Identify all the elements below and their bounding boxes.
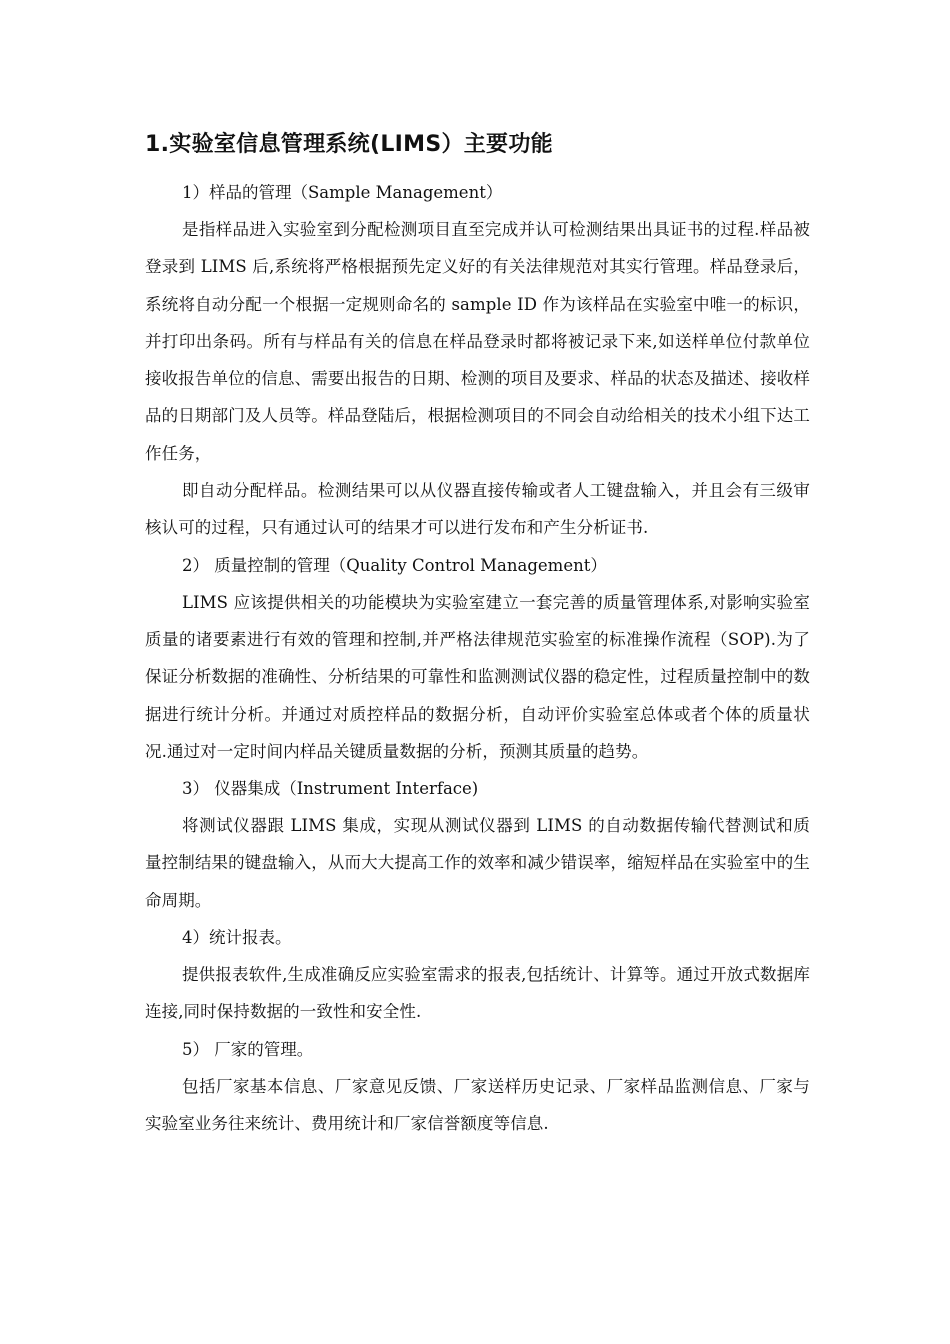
section-heading-4: 4）统计报表。 [182, 928, 292, 948]
section-sample-management [145, 174, 810, 547]
paragraph: LIMS 应该提供相关的功能模块为实验室建立一套完善的质量管理体系,对影响实验室质量的诸要素进行有效的管理和控制,并严格法律规范实验室的标准操作流程（SOP).为了保证分析数据的准确性、分析结果的可靠性和监测测试仪器的稳定性，过程质量控制中的数据进行统计分析。并通过对质控样品的数据分析，自动评价实验室总体或者个体的质量状况.通过对一定时间内样品关键质量数据的分析，预测其质量的趋势。 [145, 592, 810, 761]
section-vendor-management [145, 1031, 810, 1143]
paragraph: 提供报表软件,生成准确反应实验室需求的报表,包括统计、计算等。通过开放式数据库连接,同时保持数据的一致性和安全性. [145, 965, 810, 1022]
paragraph: 将测试仪器跟 LIMS 集成，实现从测试仪器到 LIMS 的自动数据传输代替测试和质量控制结果的键盘输入，从而大大提高工作的效率和减少错误率，缩短样品在实验室中的生命周期。 [145, 816, 810, 910]
section-heading-2: 2） 质量控制的管理（Quality Control Management） [182, 555, 607, 575]
section-statistical-reports [145, 919, 810, 1031]
section-heading-3: 3） 仪器集成（Instrument Interface) [182, 779, 479, 799]
paragraph: 包括厂家基本信息、厂家意见反馈、厂家送样历史记录、厂家样品监测信息、厂家与实验室业务往来统计、费用统计和厂家信誉额度等信息. [145, 1076, 810, 1133]
document-title: 1.实验室信息管理系统(LIMS）主要功能 [145, 132, 553, 157]
section-heading-1: 1）样品的管理（Sample Management） [182, 183, 503, 202]
document-page [145, 128, 810, 1142]
section-instrument-interface [145, 770, 810, 919]
paragraph: 是指样品进入实验室到分配检测项目直至完成并认可检测结果出具证书的过程.样品被登录到 LIMS 后,系统将严格根据预先定义好的有关法律规范对其实行管理。样品登录后，系统将自动分配一个根据一定规则命名的 sample ID 作为该样品在实验室中唯一的标识，并打印出条码。所有与样品有关的信息在样品登录时都将被记录下来,如送样单位付款单位接收报告单位的信息、需要出报告的日期、检测的项目及要求、样品的状态及描述、接收样品的日期部门及人员等。样品登陆后，根据检测项目的不同会自动给相关的技术小组下达工作任务， [145, 220, 810, 463]
section-heading-5: 5） 厂家的管理。 [182, 1039, 314, 1059]
section-quality-control [145, 547, 810, 770]
paragraph: 即自动分配样品。检测结果可以从仪器直接传输或者人工键盘输入，并且会有三级审核认可的过程，只有通过认可的结果才可以进行发布和产生分析证书. [145, 481, 810, 538]
